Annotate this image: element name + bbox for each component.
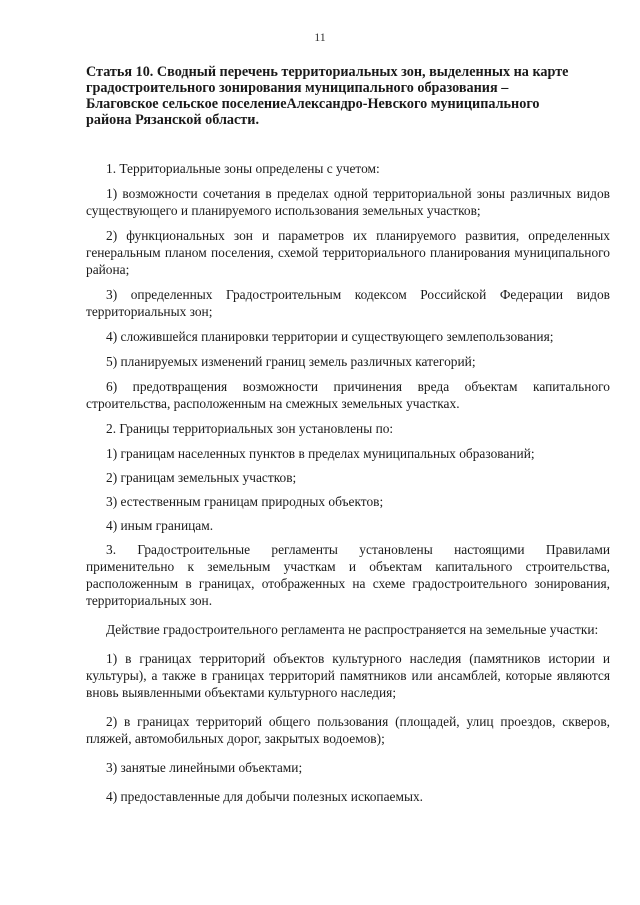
article-body <box>86 160 610 816</box>
paragraph-list-item: 2) функциональных зон и параметров их планируемого развития, определенных генеральным планом поселения, схемой территориального планирования муниципального района; <box>86 228 610 277</box>
paragraph-list-item: 1) в границах территорий объектов культурного наследия (памятников истории и культуры), а также в границах территорий памятников или ансамблей, которые являются вновь выявленными объектами культурного наследия; <box>86 651 610 700</box>
paragraph-list-item: 1) возможности сочетания в пределах одной территориальной зоны различных видов существующего и планируемого использования земельных участков; <box>86 186 610 218</box>
paragraph-borders-intro: 2. Границы территориальных зон установлены по: <box>106 421 394 436</box>
paragraph-list-item: 3) занятые линейными объектами; <box>106 760 303 775</box>
paragraph-list-item: 1) границам населенных пунктов в пределах муниципальных образований; <box>106 446 535 461</box>
paragraph-list-item: 3) определенных Градостроительным кодексом Российской Федерации видов территориальных зон; <box>86 287 610 319</box>
paragraph-regulations: 3. Градостроительные регламенты установлены настоящими Правилами применительно к земельным участкам и объектам капитального строительства, расположенным в границах, отображенных на схеме градостроительного зонирования, территориальных зон. <box>86 542 610 608</box>
paragraph-list-item: 3) естественным границам природных объектов; <box>106 494 384 509</box>
paragraph-zones-intro: 1. Территориальные зоны определены с учетом: <box>106 161 380 176</box>
article-heading: Статья 10. Сводный перечень территориальных зон, выделенных на карте градостроительного зонирования муниципального образования – Благовское сельское поселениеАлександро-Невского муниципального района Рязанской области. <box>86 64 569 128</box>
paragraph-list-item: 2) границам земельных участков; <box>106 470 297 485</box>
paragraph-list-item: 6) предотвращения возможности причинения вреда объектам капитального строительства, расположенным на смежных земельных участках. <box>86 379 610 411</box>
paragraph-list-item: 5) планируемых изменений границ земель различных категорий; <box>106 354 476 369</box>
paragraph-list-item: 4) сложившейся планировки территории и существующего землепользования; <box>106 329 554 344</box>
page-number: 11 <box>314 30 326 44</box>
paragraph-exceptions-intro: Действие градостроительного регламента не распространяется на земельные участки: <box>106 622 599 637</box>
paragraph-list-item: 2) в границах территорий общего пользования (площадей, улиц проездов, скверов, пляжей, автомобильных дорог, закрытых водоемов); <box>86 714 610 746</box>
paragraph-list-item: 4) иным границам. <box>106 518 214 533</box>
paragraph-list-item: 4) предоставленные для добычи полезных ископаемых. <box>106 789 424 804</box>
